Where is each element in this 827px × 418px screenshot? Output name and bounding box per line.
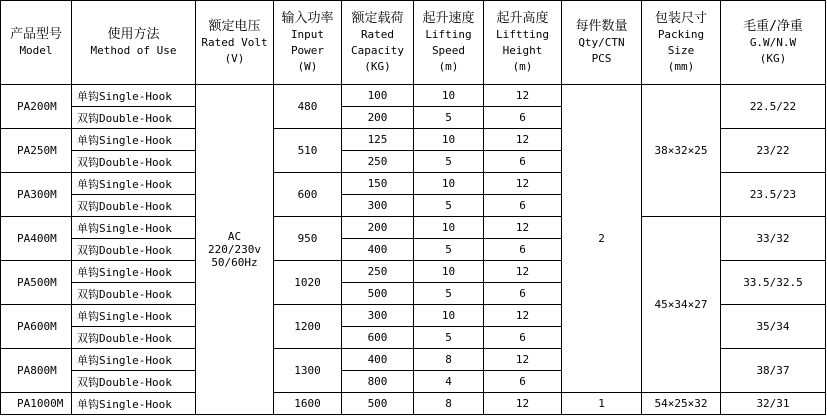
speed-cell: 5 <box>414 239 484 261</box>
header-sublabel: Rated <box>360 27 395 41</box>
speed-cell: 8 <box>414 393 484 415</box>
power-cell: 480 <box>274 85 342 129</box>
model-cell: PA400M <box>1 217 72 261</box>
header-sublabel: Lifting <box>425 27 472 41</box>
method-cell: 单钩Single-Hook <box>72 305 196 327</box>
method-cell: 双钩Double-Hook <box>72 239 196 261</box>
weight-header <box>721 1 826 85</box>
weight-cell: 32/31 <box>721 393 826 415</box>
header-sublabel: PCS <box>591 51 612 65</box>
capacity-cell: 400 <box>342 349 414 371</box>
power-cell: 950 <box>274 217 342 261</box>
capacity-cell: 800 <box>342 371 414 393</box>
speed-cell: 10 <box>414 217 484 239</box>
speed-cell: 5 <box>414 195 484 217</box>
height-header <box>484 1 562 85</box>
model-cell: PA500M <box>1 261 72 305</box>
capacity-cell: 300 <box>342 305 414 327</box>
height-cell: 12 <box>484 261 562 283</box>
method-cell: 单钩Single-Hook <box>72 217 196 239</box>
voltage-cell-line: 220/230v <box>208 243 261 256</box>
height-cell: 6 <box>484 327 562 349</box>
capacity-cell: 200 <box>342 217 414 239</box>
speed-cell: 5 <box>414 151 484 173</box>
header-sublabel: G.W/N.W <box>749 35 797 49</box>
speed-cell: 10 <box>414 261 484 283</box>
height-cell: 12 <box>484 393 562 415</box>
packing-cell: 45×34×27 <box>642 217 721 393</box>
header-label: 毛重/净重 <box>743 18 803 34</box>
weight-cell: 33.5/32.5 <box>721 261 826 305</box>
header-sublabel: Speed <box>431 43 466 57</box>
height-cell: 6 <box>484 283 562 305</box>
weight-cell: 22.5/22 <box>721 85 826 129</box>
power-cell: 600 <box>274 173 342 217</box>
height-cell: 12 <box>484 305 562 327</box>
method-cell: 单钩Single-Hook <box>72 173 196 195</box>
model-cell: PA1000M <box>1 393 72 415</box>
power-cell: 1600 <box>274 393 342 415</box>
height-cell: 12 <box>484 129 562 151</box>
capacity-cell: 150 <box>342 173 414 195</box>
height-cell: 12 <box>484 349 562 371</box>
table-row <box>1 217 826 239</box>
voltage-cell <box>196 85 274 415</box>
header-label: 额定载荷 <box>351 10 404 26</box>
capacity-cell: 250 <box>342 151 414 173</box>
model-cell: PA600M <box>1 305 72 349</box>
header-label: 输入功率 <box>281 10 334 26</box>
weight-cell: 35/34 <box>721 305 826 349</box>
header-sublabel: Model <box>19 43 53 57</box>
qty-cell: 1 <box>562 393 642 415</box>
header-sublabel: (mm) <box>667 59 695 73</box>
weight-cell: 23.5/23 <box>721 173 826 217</box>
header-sublabel: (W) <box>297 59 318 73</box>
height-cell: 12 <box>484 173 562 195</box>
voltage-cell-line: AC <box>227 230 242 243</box>
header-sublabel: (KG) <box>364 59 391 73</box>
model-cell: PA800M <box>1 349 72 393</box>
model-cell: PA250M <box>1 129 72 173</box>
header-sublabel: (m) <box>512 59 533 73</box>
table-row <box>1 393 826 415</box>
capacity-header <box>342 1 414 85</box>
header-label: 起升高度 <box>496 10 549 26</box>
speed-cell: 4 <box>414 371 484 393</box>
capacity-cell: 500 <box>342 393 414 415</box>
header-sublabel: Size <box>667 43 695 57</box>
voltage-header <box>196 1 274 85</box>
capacity-cell: 500 <box>342 283 414 305</box>
speed-header <box>414 1 484 85</box>
capacity-cell: 400 <box>342 239 414 261</box>
model-cell: PA200M <box>1 85 72 129</box>
power-cell: 1020 <box>274 261 342 305</box>
power-cell: 1200 <box>274 305 342 349</box>
header-label: 每件数量 <box>575 18 628 34</box>
method-header <box>72 1 196 85</box>
height-cell: 6 <box>484 151 562 173</box>
header-sublabel: Liftting <box>496 27 549 41</box>
header-sublabel: Input <box>290 27 325 41</box>
speed-cell: 10 <box>414 173 484 195</box>
header-sublabel: Capacity <box>351 43 404 57</box>
height-cell: 12 <box>484 85 562 107</box>
header-sublabel: Qty/CTN <box>578 35 625 49</box>
header-sublabel: Height <box>502 43 543 57</box>
packing-header <box>642 1 721 85</box>
header-sublabel: (V) <box>224 51 245 65</box>
header-sublabel: Power <box>290 43 325 57</box>
speed-cell: 8 <box>414 349 484 371</box>
header-label: 包装尺寸 <box>654 10 707 26</box>
voltage-cell-line: 50/60Hz <box>211 256 258 269</box>
header-label: 额定电压 <box>208 18 261 34</box>
speed-cell: 10 <box>414 305 484 327</box>
method-cell: 单钩Single-Hook <box>72 129 196 151</box>
speed-cell: 5 <box>414 107 484 129</box>
table-body <box>1 85 826 415</box>
capacity-cell: 125 <box>342 129 414 151</box>
header-sublabel: (KG) <box>759 51 787 65</box>
method-cell: 双钩Double-Hook <box>72 371 196 393</box>
method-cell: 双钩Double-Hook <box>72 327 196 349</box>
header-sublabel: Method of Use <box>90 43 177 57</box>
power-cell: 1300 <box>274 349 342 393</box>
power-cell: 510 <box>274 129 342 173</box>
header-sublabel: (m) <box>438 59 459 73</box>
method-cell: 双钩Double-Hook <box>72 151 196 173</box>
method-cell: 单钩Single-Hook <box>72 349 196 371</box>
method-cell: 双钩Double-Hook <box>72 107 196 129</box>
height-cell: 6 <box>484 107 562 129</box>
model-header <box>1 1 72 85</box>
header-row <box>1 1 826 85</box>
capacity-cell: 200 <box>342 107 414 129</box>
weight-cell: 23/22 <box>721 129 826 173</box>
height-cell: 6 <box>484 371 562 393</box>
header-label: 起升速度 <box>422 10 475 26</box>
capacity-cell: 300 <box>342 195 414 217</box>
height-cell: 6 <box>484 195 562 217</box>
speed-cell: 5 <box>414 283 484 305</box>
method-cell: 双钩Double-Hook <box>72 195 196 217</box>
header-sublabel: Rated Volt <box>201 35 268 49</box>
packing-cell: 54×25×32 <box>642 393 721 415</box>
header-label: 使用方法 <box>107 26 160 42</box>
method-cell: 单钩Single-Hook <box>72 85 196 107</box>
table-row <box>1 85 826 107</box>
speed-cell: 5 <box>414 327 484 349</box>
capacity-cell: 250 <box>342 261 414 283</box>
capacity-cell: 100 <box>342 85 414 107</box>
power-header <box>274 1 342 85</box>
capacity-cell: 600 <box>342 327 414 349</box>
qty-cell: 2 <box>562 85 642 393</box>
header-label: 产品型号 <box>9 26 62 42</box>
height-cell: 12 <box>484 217 562 239</box>
speed-cell: 10 <box>414 85 484 107</box>
method-cell: 双钩Double-Hook <box>72 283 196 305</box>
method-cell: 单钩Single-Hook <box>72 261 196 283</box>
model-cell: PA300M <box>1 173 72 217</box>
weight-cell: 38/37 <box>721 349 826 393</box>
qty-header <box>562 1 642 85</box>
method-cell: 单钩Single-Hook <box>72 393 196 415</box>
height-cell: 6 <box>484 239 562 261</box>
speed-cell: 10 <box>414 129 484 151</box>
weight-cell: 33/32 <box>721 217 826 261</box>
header-sublabel: Packing <box>657 27 705 41</box>
packing-cell: 38×32×25 <box>642 85 721 217</box>
